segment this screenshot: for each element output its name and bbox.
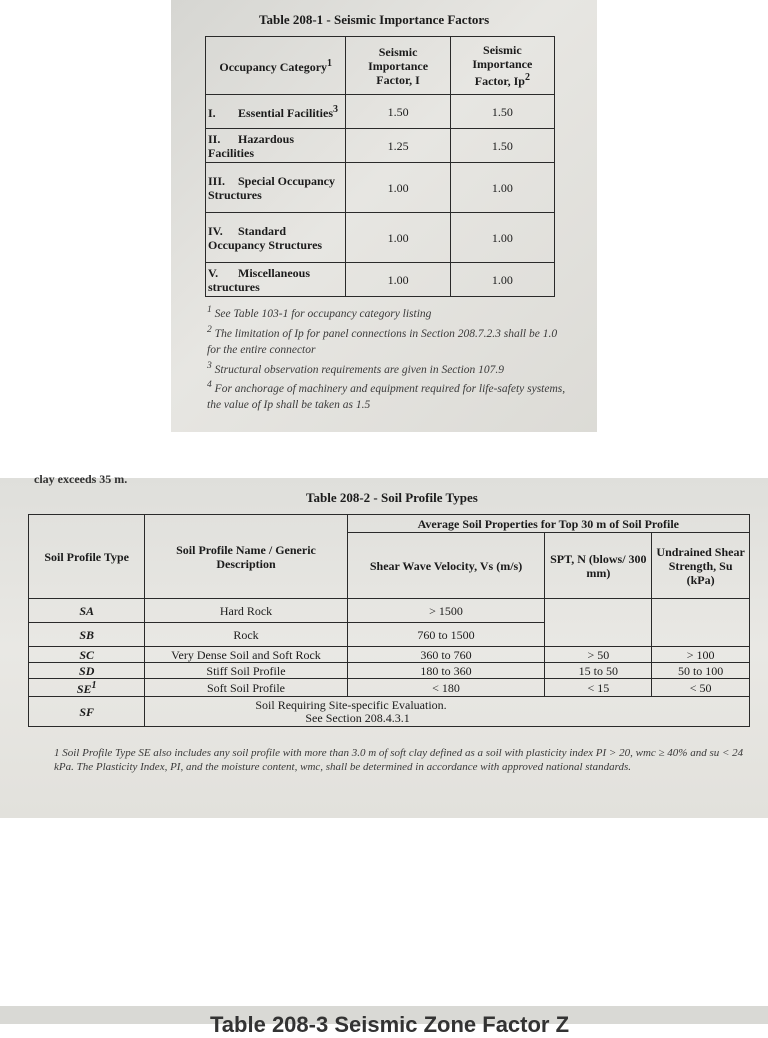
header-soil-name: Soil Profile Name / Generic Description bbox=[145, 515, 347, 599]
footnote-1: $^1$ See Table 103-1 for occupancy category listing bbox=[207, 304, 432, 320]
header-factor-ip: Seismic Importance Factor, Ip$^2$ bbox=[450, 37, 554, 95]
table-row: I. Essential Facilities$^3$ 1.50 1.50 bbox=[206, 95, 555, 129]
header-su: Undrained Shear Strength, Su (kPa) bbox=[652, 533, 750, 599]
table-208-2-title: Table 208-2 - Soil Profile Types bbox=[306, 490, 478, 505]
photo-table-208-2 bbox=[0, 472, 768, 818]
footnote-2: $^2$ The limitation of Ip for panel connections in Section 208.7.2.3 shall be 1.0 for the entire connector bbox=[207, 323, 558, 356]
footnotes-208-1 bbox=[207, 302, 567, 413]
header-soil-type: Soil Profile Type bbox=[29, 515, 145, 599]
footnote-3: $^3$ Structural observation requirements are given in Section 107.9 bbox=[207, 359, 505, 376]
table-row: III. Special Occupancy Structures 1.00 1.00 bbox=[206, 163, 555, 213]
header-occupancy: Occupancy Category$^1$ bbox=[206, 37, 346, 95]
table-row: SF Soil Requiring Site-specific Evaluation. See Section 208.4.3.1 bbox=[29, 697, 750, 727]
table-row: SB Rock 760 to 1500 bbox=[29, 623, 750, 647]
table-208-1-title: Table 208-1 - Seismic Importance Factors bbox=[259, 12, 490, 27]
header-average-properties: Average Soil Properties for Top 30 m of Soil Profile bbox=[347, 515, 749, 533]
footnote-208-2: 1 Soil Profile Type SE also includes any soil profile with more than 3.0 m of soft clay defined as a soil with plasticity index PI > 20, wmc ≥ 40% and su < 24 kPa. The Plasticity Index, PI, and the moisture content, wmc, shall be determined in accordance with approved national standards. bbox=[54, 747, 744, 773]
table-208-3-title: Table 208-3 Seismic Zone Factor Z bbox=[210, 1012, 570, 1037]
header-spt: SPT, N (blows/ 300 mm) bbox=[545, 533, 652, 599]
footnote-4: $^4$ For anchorage of machinery and equipment required for life-safety systems, the value of Ip shall be taken as 1.5 bbox=[207, 379, 566, 412]
header-vs: Shear Wave Velocity, Vs (m/s) bbox=[347, 533, 545, 599]
table-row: IV. Standard Occupancy Structures 1.00 1.00 bbox=[206, 213, 555, 263]
table-row: SA Hard Rock > 1500 bbox=[29, 599, 750, 623]
soil-profile-table bbox=[28, 514, 750, 727]
photo-table-208-1 bbox=[171, 0, 597, 432]
table-row: SD Stiff Soil Profile 180 to 360 15 to 50 50 to 100 bbox=[29, 663, 750, 679]
table-row: SC Very Dense Soil and Soft Rock 360 to 760 > 50 > 100 bbox=[29, 647, 750, 663]
cutoff-text: clay exceeds 35 m. bbox=[34, 472, 128, 486]
table-row: V. Miscellaneous structures 1.00 1.00 bbox=[206, 263, 555, 297]
photo-table-208-3 bbox=[0, 1006, 768, 1037]
seismic-importance-table bbox=[205, 36, 555, 297]
table-row: II. Hazardous Facilities 1.25 1.50 bbox=[206, 129, 555, 163]
header-factor-i: Seismic Importance Factor, I bbox=[346, 37, 450, 95]
table-row: $SE^1$ Soft Soil Profile < 180 < 15 < 50 bbox=[29, 679, 750, 697]
sf-evaluation-note: Soil Requiring Site-specific Evaluation. See Section 208.4.3.1 bbox=[145, 697, 750, 727]
